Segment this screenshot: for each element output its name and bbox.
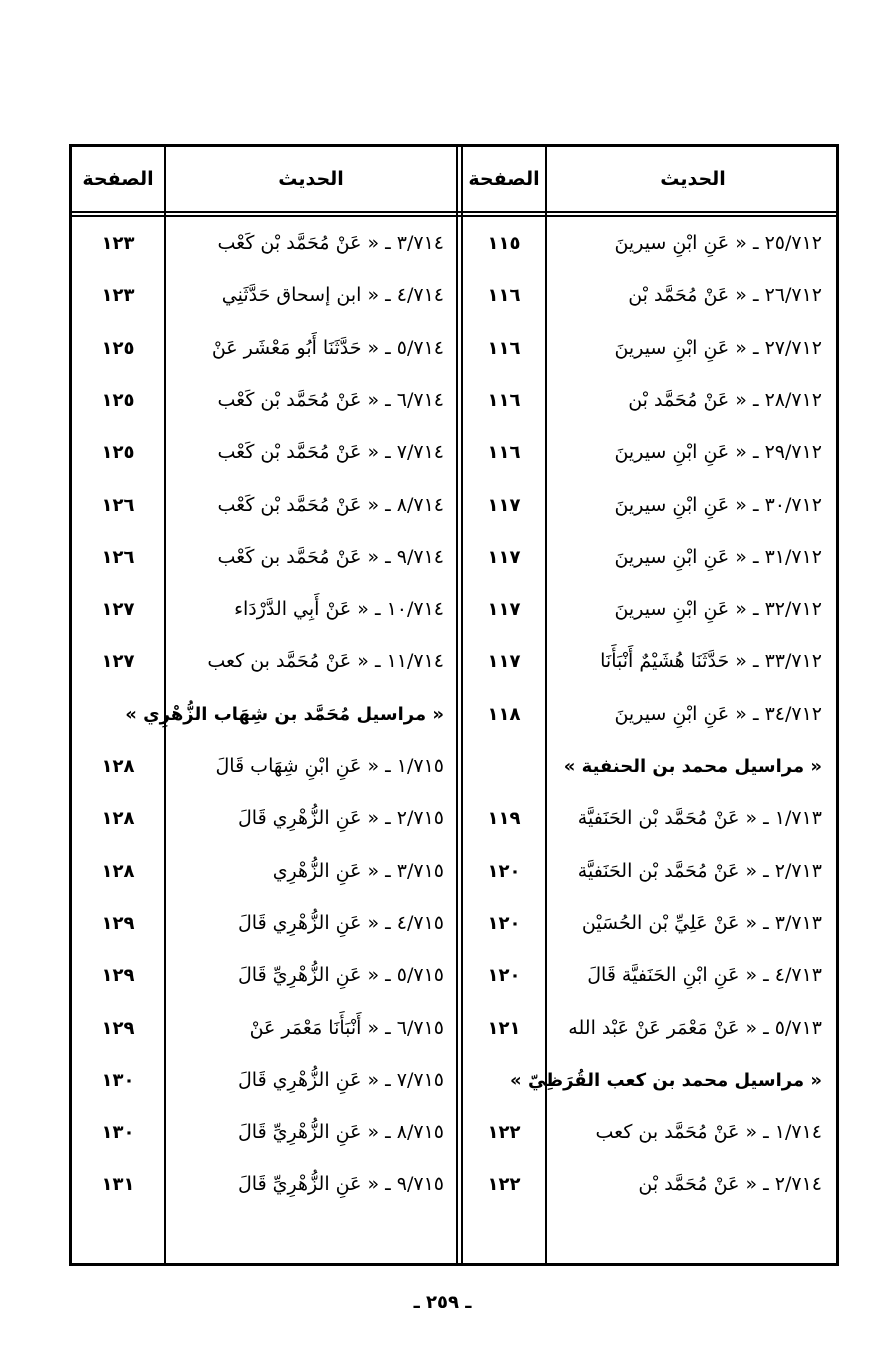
hadith-entry: ٢/٧١٥ ـ « عَنِ الزُّهْرِي قَالَ [237,807,444,829]
page-ref: ١٢٧ [101,598,135,620]
page-ref: ١١٧ [487,598,521,620]
hadith-entry: ١/٧١٤ ـ « عَنْ مُحَمَّد بن كعب [595,1121,822,1143]
hadith-entry: ٣٠/٧١٢ ـ « عَنِ ابْنِ سيرينَ [614,494,822,516]
page-ref: ١٢٥ [101,389,135,411]
header-left-page: الصفحة [82,168,154,190]
hadith-entry: ٢٥/٧١٢ ـ « عَنِ ابْنِ سيرينَ [614,232,822,254]
page-ref: ١١٧ [487,546,521,568]
page-ref: ١١٦ [487,284,521,306]
header-right-page: الصفحة [468,168,540,190]
hadith-entry: ٣٤/٧١٢ ـ « عَنِ ابْنِ سيرينَ [614,703,822,725]
hadith-entry: ٢/٧١٤ ـ « عَنْ مُحَمَّد بْن [638,1173,822,1195]
page-ref: ١٢٦ [101,494,135,516]
page-ref: ١٢٠ [487,964,521,986]
hadith-entry: ٤/٧١٤ ـ « ابن إسحاق حَدَّثَنِي [221,284,444,306]
hadith-entry: ٥/٧١٤ ـ « حَدَّثَنَا أَبُو مَعْشَر عَنْ [211,337,444,359]
hadith-entry: ٩/٧١٥ ـ « عَنِ الزُّهْرِيِّ قَالَ [237,1173,444,1195]
hadith-entry: ٤/٧١٥ ـ « عَنِ الزُّهْرِي قَالَ [237,912,444,934]
page-ref: ١٢٠ [487,912,521,934]
hadith-entry: ٥/٧١٥ ـ « عَنِ الزُّهْرِيِّ قَالَ [237,964,444,986]
hadith-entry: ٣/٧١٣ ـ « عَنْ عَلِيِّ بْن الحُسَيْن [581,912,822,934]
page-ref: ١٢١ [487,1017,521,1039]
header-divider [72,211,836,217]
hadith-entry: ٤/٧١٣ ـ « عَنِ ابْنِ الحَنَفيَّة قَالَ [587,964,822,986]
section-heading: « مراسيل محمد بن الحنفية » [563,755,822,777]
page-ref: ١٢٣ [101,284,135,306]
hadith-entry: ٢/٧١٣ ـ « عَنْ مُحَمَّد بْن الحَنَفيَّة [577,860,822,882]
hadith-entry: ٨/٧١٤ ـ « عَنْ مُحَمَّد بْن كَعْب [217,494,444,516]
hadith-entry: ٢٦/٧١٢ ـ « عَنْ مُحَمَّد بْن [628,284,822,306]
page-ref: ١١٨ [487,703,521,725]
hadith-entry: ٣/٧١٤ ـ « عَنْ مُحَمَّد بْن كَعْب [217,232,444,254]
page-ref: ١١٩ [487,807,521,829]
page-ref: ١٣١ [101,1173,135,1195]
hadith-entry: ٧/٧١٥ ـ « عَنِ الزُّهْرِي قَالَ [237,1069,444,1091]
page-ref: ١٢٨ [101,860,135,882]
hadith-entry: ١/٧١٣ ـ « عَنْ مُحَمَّد بْن الحَنَفيَّة [577,807,822,829]
header-left-hadith: الحديث [278,168,344,190]
page-ref: ١١٦ [487,441,521,463]
page-ref: ١٢٢ [487,1173,521,1195]
section-heading: « مراسيل محمد بن كعب القُرَظِيّ » [510,1069,822,1091]
column-divider [545,147,547,1263]
page-ref: ١٢٥ [101,337,135,359]
page-ref: ١٢٩ [101,912,135,934]
hadith-entry: ٧/٧١٤ ـ « عَنْ مُحَمَّد بْن كَعْب [217,441,444,463]
hadith-entry: ٣/٧١٥ ـ « عَنِ الزُّهْرِي [272,860,444,882]
hadith-entry: ٢٩/٧١٢ ـ « عَنِ ابْنِ سيرينَ [614,441,822,463]
page-ref: ١١٦ [487,389,521,411]
page-ref: ١٢٨ [101,755,135,777]
section-heading: « مراسيل مُحَمَّد بن شِهَاب الزُّهْرِي » [125,703,444,725]
hadith-entry: ٣٣/٧١٢ ـ « حَدَّثَنَا هُشَيْمٌ أَنْبَأَنَا [600,650,822,672]
page-ref [72,694,164,734]
hadith-entry: ٣٢/٧١٢ ـ « عَنِ ابْنِ سيرينَ [614,598,822,620]
hadith-entry: ١٠/٧١٤ ـ « عَنْ أَبِي الدَّرْدَاء [234,598,444,620]
page-ref: ١٣٠ [101,1069,135,1091]
page-ref: ١٢٧ [101,650,135,672]
page-ref: ١١٧ [487,494,521,516]
page-ref [463,746,545,786]
page-number: ـ ٢٥٩ ـ [413,1292,472,1313]
hadith-entry: ٦/٧١٥ ـ « أَنْبَأَنَا مَعْمَر عَنْ [249,1017,444,1039]
page-ref [463,1060,545,1100]
page-ref: ١٢٠ [487,860,521,882]
hadith-entry: ١١/٧١٤ ـ « عَنْ مُحَمَّد بن كعب [207,650,444,672]
page-ref: ١٣٠ [101,1121,135,1143]
hadith-entry: ٥/٧١٣ ـ « عَنْ مَعْمَر عَنْ عَبْد الله [568,1017,822,1039]
page-ref: ١٢٨ [101,807,135,829]
page-ref: ١١٧ [487,650,521,672]
page-ref: ١١٥ [487,232,521,254]
hadith-entry: ٢٧/٧١٢ ـ « عَنِ ابْنِ سيرينَ [614,337,822,359]
page-ref: ١١٦ [487,337,521,359]
hadith-entry: ٦/٧١٤ ـ « عَنْ مُحَمَّد بْن كَعْب [217,389,444,411]
hadith-entry: ١/٧١٥ ـ « عَنِ ابْنِ شِهَاب قَالَ [215,755,444,777]
page-ref: ١٢٦ [101,546,135,568]
page-ref: ١٢٢ [487,1121,521,1143]
hadith-entry: ٨/٧١٥ ـ « عَنِ الزُّهْرِيِّ قَالَ [237,1121,444,1143]
hadith-entry: ٩/٧١٤ ـ « عَنْ مُحَمَّد بن كَعْب [217,546,444,568]
page-ref: ١٢٩ [101,1017,135,1039]
page-ref: ١٢٣ [101,232,135,254]
page-ref: ١٢٥ [101,441,135,463]
index-table [69,144,839,1266]
center-divider [456,147,463,1263]
header-right-hadith: الحديث [660,168,726,190]
hadith-entry: ٢٨/٧١٢ ـ « عَنْ مُحَمَّد بْن [628,389,822,411]
page-ref: ١٢٩ [101,964,135,986]
hadith-entry: ٣١/٧١٢ ـ « عَنِ ابْنِ سيرينَ [614,546,822,568]
